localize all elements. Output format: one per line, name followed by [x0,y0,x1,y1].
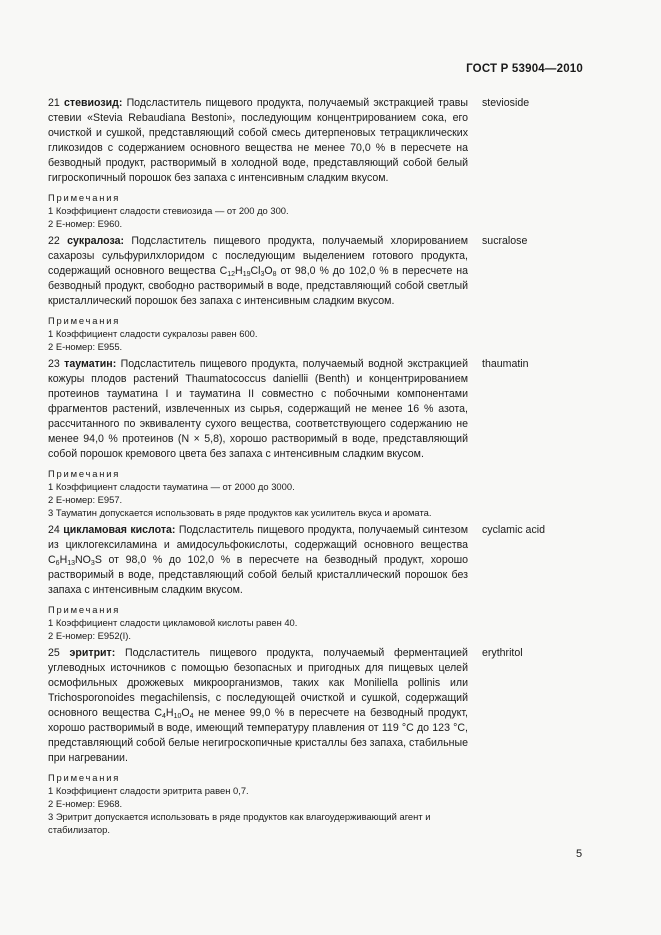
formula-subscript: 6 [55,560,60,567]
notes-heading: Примечания [48,772,121,783]
note-line: 2 Е-номер: Е955. [48,341,123,352]
note-line: 1 Коэффициент сладости цикламовой кислоты равен 40. [48,617,298,628]
term-english: stevioside [482,97,530,109]
note-line: 2 Е-номер: Е957. [48,494,123,505]
term-name: стевиозид: [64,97,123,109]
formula-subscript: 8 [272,271,277,278]
term-definition [48,523,468,598]
term-definition [48,96,468,186]
term-definition [48,646,468,766]
term-definition [48,357,468,462]
note-line: 2 Е-номер: Е952(I). [48,630,132,641]
term-entry-22 [48,234,583,309]
term-english: cyclamic acid [482,524,545,536]
notes-block-21 [48,191,483,230]
term-number: 23 [48,358,60,370]
formula-subscript: 13 [67,560,76,567]
note-line: 1 Коэффициент сладости эритрита равен 0,7. [48,785,249,796]
formula-subscript: 19 [242,271,251,278]
note-line: 3 Эритрит допускается использовать в ряде продуктов как влагоудерживающий агент и стабилизатор. [48,811,431,835]
term-text: Подсластитель пищевого продукта, получаемый синтезом из циклогексиламина и амидосульфокислоты, содержащий основного вещества C [48,524,468,566]
note-line: 3 Тауматин допускается использовать в ряде продуктов как усилитель вкуса и аромата. [48,507,432,518]
formula-part: H [59,554,68,566]
note-line: 1 Коэффициент сладости сукралозы равен 600. [48,328,258,339]
term-entry-25 [48,646,583,766]
term-entry-24 [48,523,583,598]
term-text: от 98,0 % до 102,0 % в пересчете на безводный продукт, хорошо растворимый в воде, представляющий собой белый кристаллический порошок без запаха с интенсивным сладким вкусом. [48,554,468,596]
term-name: эритрит: [69,647,116,659]
term-text: от 98,0 % до 102,0 % в пересчете на безводный продукт, свободно растворимый в воде, представляющий собой светлый кристаллический порошок без запаха с интенсивным сладким вкусом. [48,265,469,307]
notes-block-25 [48,771,483,836]
notes-heading: Примечания [48,468,121,479]
formula-part: NO [75,554,91,566]
term-number: 25 [48,647,60,659]
term-text: Подсластитель пищевого продукта, получаемый экстракцией травы стевии «Stevia Rebaudiana Bestoni», последующим концентрированием сока, его очисткой и сушкой, представляющий собой смесь дитерпеновых тетрациклических гликозидов с содержанием основного вещества не менее 70,0 % в пересчете на безводный продукт, растворимый в холодной воде, представляющий собой белый гигроскопичный порошок без запаха с интенсивным сладким вкусом. [48,97,468,184]
term-name: сукралоза: [67,235,125,247]
term-text: Подсластитель пищевого продукта, получаемый ферментацией углеводных источников с помощью безопасных и пригодных для пищевых целей осмофильных дрожжевых микроорганизмов, таких как Moniliella pollinis или Trichosporonoides megachilensis, с последующей очисткой и сушкой, содержащий основного вещества C [48,647,468,719]
notes-heading: Примечания [48,315,121,326]
note-line: 1 Коэффициент сладости стевиозида — от 200 до 300. [48,205,289,216]
note-line: 2 Е-номер: Е960. [48,218,123,229]
notes-heading: Примечания [48,604,121,615]
document-body [48,96,583,840]
term-entry-21 [48,96,583,186]
term-text: Подсластитель пищевого продукта, получаемый водной экстракцией кожуры плодов растений Thaumatococcus daniellii (Benth) и концентрированием протеинов тауматина I и тауматина II совместно с побочными компонентами фрагментов растений, извлеченных из сырья, содержащий не менее 16 % азота, рассчитанного по эквиваленту сухого вещества, соответствующего содержанию не менее 94,0 % протеинов (N × 5,8), хорошо растворимый в воде, представляющий собой порошок кремового цвета без запаха с интенсивным сладким вкусом. [48,358,468,460]
term-name: цикламовая кислота: [63,524,176,536]
term-definition [48,234,468,309]
term-number: 22 [48,235,60,247]
formula-part: H [235,265,243,277]
term-name: тауматин: [64,358,117,370]
note-line: 1 Коэффициент сладости тауматина — от 2000 до 3000. [48,481,295,492]
note-line: 2 Е-номер: Е968. [48,798,123,809]
term-text: Подсластитель пищевого продукта, получаемый хлорированием сахарозы сульфурилхлоридом с последующим выделением готового продукта, содержащий основного вещества C [48,235,468,277]
term-english: thaumatin [482,358,529,370]
formula-subscript: 12 [227,271,236,278]
formula-subscript: 3 [260,271,265,278]
term-entry-23 [48,357,583,462]
term-english: erythritol [482,647,523,659]
formula-subscript: 4 [189,713,194,720]
term-english: sucralose [482,235,528,247]
notes-block-23 [48,467,483,519]
document-header: ГОСТ Р 53904—2010 [466,63,583,75]
formula-part: S [94,554,102,566]
term-number: 21 [48,97,60,109]
formula-part: O [264,265,273,277]
notes-block-24 [48,603,483,642]
formula-part: Cl [250,265,261,277]
formula-part: O [181,707,190,719]
formula-subscript: 10 [173,713,182,720]
term-text: не менее 99,0 % в пересчете на безводный продукт, хорошо растворимый в воде, имеющий температуру плавления от 119 °C до 123 °C, представляющий собой белые негигроскопичные кристаллы без запаха, стабильные при нагревании. [48,707,468,764]
formula-part: H [165,707,174,719]
formula-subscript: 4 [162,713,166,720]
notes-block-22 [48,314,483,353]
page-number: 5 [576,848,583,860]
formula-subscript: 3 [90,560,95,567]
term-number: 24 [48,524,60,536]
notes-heading: Примечания [48,192,121,203]
